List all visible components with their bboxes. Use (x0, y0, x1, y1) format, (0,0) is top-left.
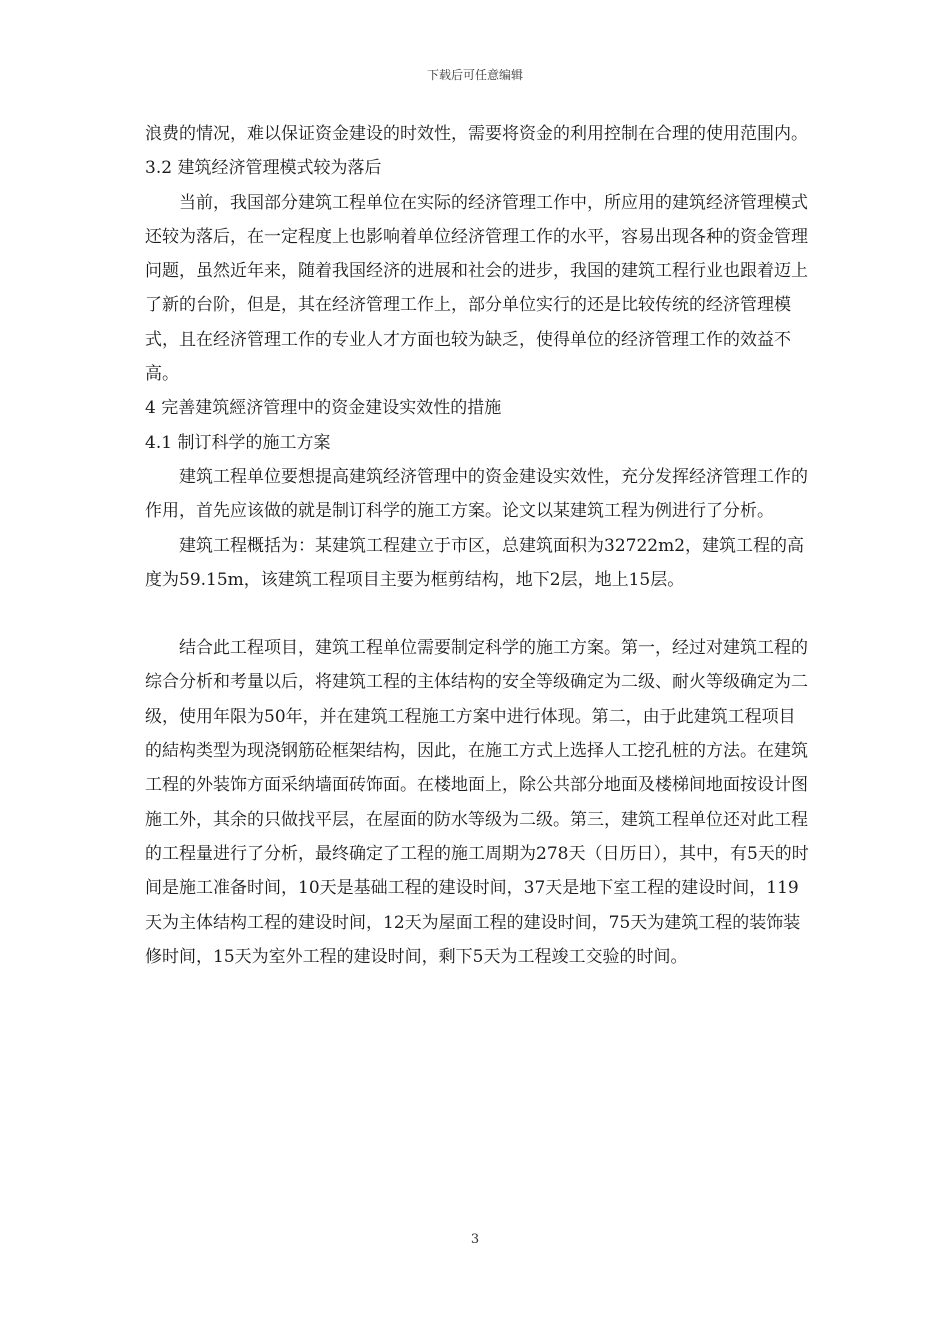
paragraph-continuation: 浪费的情况，难以保证资金建设的时效性，需要将资金的利用控制在合理的使用范围内。 (145, 124, 808, 144)
section-heading-3-2: 3.2 建筑经济管理模式较为落后 (145, 158, 382, 179)
document-body (145, 117, 809, 974)
paragraph-project-overview: 建筑工程概括为：某建筑工程建立于市区，总建筑面积为32722m2，建筑工程的高度为59.15m，该建筑工程项目主要为框剪结构，地下2层，地上15层。 (145, 535, 805, 590)
paragraph-plan-details: 结合此工程项目，建筑工程单位需要制定科学的施工方案。第一，经过对建筑工程的综合分析和考量以后，将建筑工程的主体结构的安全等级确定为二级、耐火等级确定为二级，使用年限为50年，并在建筑工程施工方案中进行体现。第二，由于此建筑工程项目的結构类型为现浇钢筋砼框架结构，因此，在施工方式上选择人工挖孔桩的方法。在建筑工程的外装饰方面采纳墙面砖饰面。在楼地面上，除公共部分地面及楼梯间地面按设计图施工外，其余的只做找平层，在屋面的防水等级为二级。第三，建筑工程单位还对此工程的工程量进行了分析，最终确定了工程的施工周期为278天（日历日），其中，有5天的时间是施工准备时间，10天是基础工程的建设时间，37天是地下室工程的建设时间，119天为主体结构工程的建设时间，12天为屋面工程的建设时间，75天为建筑工程的装饰装修时间，15天为室外工程的建设时间，剩下5天为工程竣工交验的时间。 (145, 638, 809, 967)
page-number: 3 (470, 1232, 480, 1247)
blank-line (145, 597, 809, 631)
paragraph-management-mode: 当前，我国部分建筑工程单位在实际的经济管理工作中，所应用的建筑经济管理模式还较为落后，在一定程度上也影响着单位经济管理工作的水平，容易出现各种的资金管理问题，虽然近年来，随着我国经济的进展和社会的进步，我国的建筑工程行业也跟着迈上了新的台阶，但是，其在经济管理工作上，部分单位实行的还是比较传统的经济管理模式，且在经济管理工作的专业人才方面也较为缺乏，使得单位的经济管理工作的效益不高。 (145, 192, 808, 385)
paragraph-construction-plan: 建筑工程单位要想提高建筑经济管理中的资金建设实效性，充分发挥经济管理工作的作用，首先应该做的就是制订科学的施工方案。论文以某建筑工程为例进行了分析。 (145, 466, 808, 522)
page-header: 下载后可任意编辑 (426, 68, 523, 82)
section-heading-4-1: 4.1 制订科学的施工方案 (145, 432, 331, 453)
section-heading-4: 4 完善建筑經济管理中的资金建设实效性的措施 (145, 398, 502, 419)
